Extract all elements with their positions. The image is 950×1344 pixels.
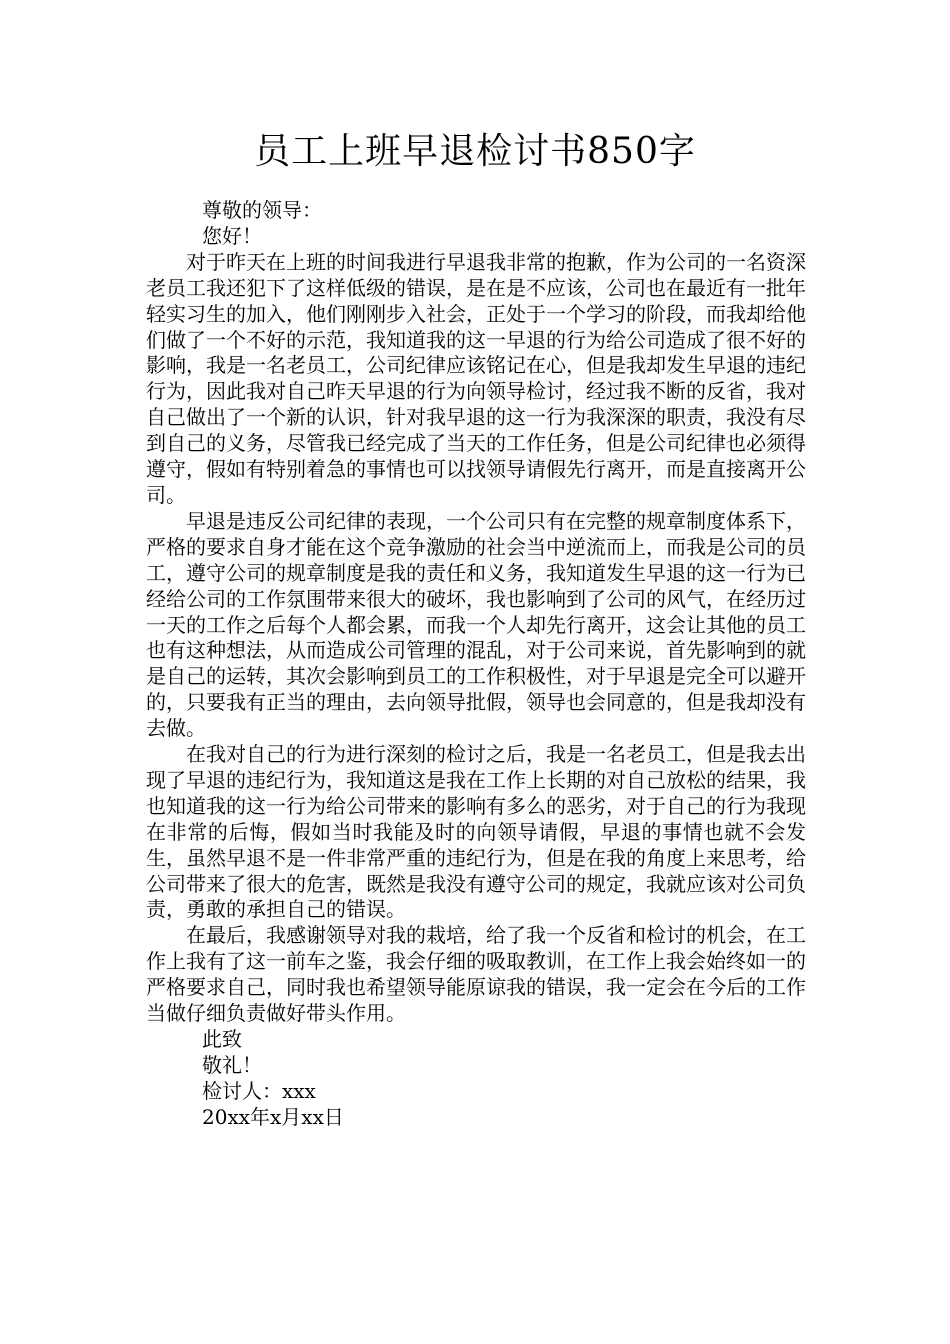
salutation: 尊敬的领导： <box>202 198 322 222</box>
paragraph-2: 早退是违反公司纪律的表现，一个公司只有在完整的规章制度体系下，严格的要求自身才能在这个竞争激励的社会当中逆流而上，而我是公司的员工，遵守公司的规章制度是我的责任和义务，我知道发生早退的这一行为已经给公司的工作氛围带来很大的破坏，我也影响到了公司的风气，在经历过一天的工作之后每个人都会累，而我一个人却先行离开，这会让其他的员工也有这种想法，从而造成公司管理的混乱，对于公司来说，首先影响到的就是自己的运转，其次会影响到员工的工作积极性，对于早退是完全可以避开的，只要我有正当的理由，去向领导批假，领导也会同意的，但是我却没有去做。 <box>146 508 806 741</box>
closing-line-1: 此致 <box>202 1027 242 1051</box>
paragraph-1: 对于昨天在上班的时间我进行早退我非常的抱歉，作为公司的一名资深老员工我还犯下了这样低级的错误，是在是不应该，公司也在最近有一批年轻实习生的加入，他们刚刚步入社会，正处于一个学习的阶段，而我却给他们做了一个不好的示范，我知道我的这一早退的行为给公司造成了很不好的影响，我是一名老员工，公司纪律应该铭记在心，但是我却发生早退的违纪行为，因此我对自己昨天早退的行为向领导检讨，经过我不断的反省，我对自己做出了一个新的认识，针对我早退的这一行为我深深的职责，我没有尽到自己的义务，尽管我已经完成了当天的工作任务，但是公司纪律也必须得遵守，假如有特别着急的事情也可以找领导请假先行离开，而是直接离开公司。 <box>146 249 806 507</box>
greeting: 您好！ <box>202 223 262 248</box>
paragraph-4: 在最后，我感谢领导对我的栽培，给了我一个反省和检讨的机会，在工作上我有了这一前车之鉴，我会仔细的吸取教训，在工作上我会始终如一的严格要求自己，同时我也希望领导能原谅我的错误，我一定会在今后的工作当做仔细负责做好带头作用。 <box>146 923 806 1026</box>
document-title: 员工上班早退检讨书850字 <box>254 131 696 172</box>
closing-line-2: 敬礼！ <box>202 1052 262 1077</box>
paragraph-3: 在我对自己的行为进行深刻的检讨之后，我是一名老员工，但是我去出现了早退的违纪行为，我知道这是我在工作上长期的对自己放松的结果，我也知道我的这一行为给公司带来的影响有多么的恶劣，对于自己的行为我现在非常的后悔，假如当时我能及时的向领导请假，早退的事情也就不会发生，虽然早退不是一件非常严重的违纪行为，但是在我的角度上来思考，给公司带来了很大的危害，既然是我没有遵守公司的规定，我就应该对公司负责，勇敢的承担自己的错误。 <box>146 742 806 922</box>
document-body <box>146 198 806 1131</box>
signature: 检讨人：xxx <box>202 1078 316 1103</box>
date: 20xx年x月xx日 <box>202 1104 344 1129</box>
